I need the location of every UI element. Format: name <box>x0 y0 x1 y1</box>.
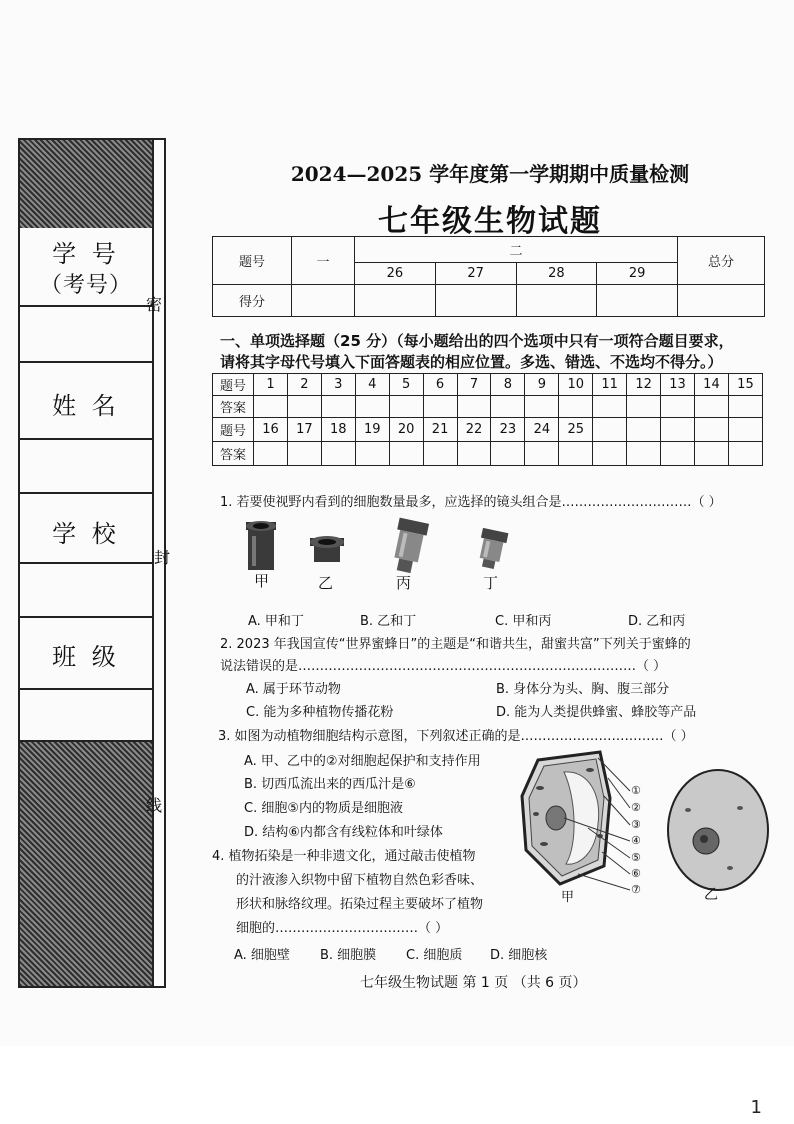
empty-cell <box>661 418 695 442</box>
lens-label-yi: 乙 <box>318 574 334 592</box>
answer-table <box>212 373 763 466</box>
question-number-cell: 14 <box>694 374 728 396</box>
answer-cell[interactable] <box>254 442 288 466</box>
question-number-cell: 17 <box>287 418 321 442</box>
cell-name-jia: 甲 <box>561 890 575 905</box>
question-number-cell: 25 <box>559 418 593 442</box>
answer-cell[interactable] <box>491 442 525 466</box>
question-4-line2: 的汁液渗入织物中留下植物自然色彩香味、 <box>236 873 484 888</box>
score-row-label: 得分 <box>213 285 292 317</box>
question-4-line4: 细胞的……………………………（ ） <box>236 921 449 936</box>
hatch-bottom <box>20 740 152 986</box>
answer-cell[interactable] <box>457 396 491 418</box>
question-4-line3: 形状和脉络纹理。拓染过程主要破坏了植物 <box>236 897 484 912</box>
question-number-cell: 21 <box>423 418 457 442</box>
answer-cell[interactable] <box>423 396 457 418</box>
page-margin <box>0 1046 794 1124</box>
question-number-cell: 7 <box>457 374 491 396</box>
exam-number-label: （考号） <box>39 273 132 298</box>
lens-yi <box>310 536 344 562</box>
cell-label-5: ⑤ <box>631 851 641 864</box>
cell-name-yi: 乙 <box>704 887 718 903</box>
question-4-line1: 4. 植物拓染是一种非遗文化，通过敲击使植物 <box>212 849 476 864</box>
answer-table-label: 答案 <box>213 442 254 466</box>
question-2-line1: 2. 2023 年我国宣传“世界蜜蜂日”的主题是“和谐共生，甜蜜共富”下列关于蜜蜂的 <box>220 637 691 652</box>
question-number-cell: 1 <box>254 374 288 396</box>
lens-bing <box>389 518 429 575</box>
score-table-total: 总分 <box>678 237 765 285</box>
student-id-label: 学 号 <box>52 240 120 268</box>
answer-cell[interactable] <box>423 442 457 466</box>
question-number-cell: 2 <box>287 374 321 396</box>
answer-cell[interactable] <box>559 396 593 418</box>
question-number-cell: 23 <box>491 418 525 442</box>
answer-cell[interactable] <box>254 396 288 418</box>
answer-cell[interactable] <box>728 396 762 418</box>
q2-option-c: C. 能为多种植物传播花粉 <box>246 705 394 720</box>
q1-option-b: B. 乙和丁 <box>360 614 417 629</box>
cell-label-2: ② <box>631 801 641 814</box>
score-table-section-2: 二 <box>355 237 678 263</box>
score-cell[interactable] <box>292 285 355 317</box>
question-number-cell: 22 <box>457 418 491 442</box>
lens-jia <box>246 521 276 570</box>
q1-option-d: D. 乙和丙 <box>628 614 686 629</box>
answer-cell[interactable] <box>491 396 525 418</box>
school-label: 学 校 <box>52 520 120 548</box>
score-table-q28: 28 <box>516 263 597 285</box>
empty-cell <box>694 418 728 442</box>
score-table-header: 题号 <box>213 237 292 285</box>
answer-cell[interactable] <box>694 442 728 466</box>
q2-option-b: B. 身体分为头、胸、腹三部分 <box>496 682 670 697</box>
answer-cell[interactable] <box>287 396 321 418</box>
answer-cell[interactable] <box>355 442 389 466</box>
score-cell[interactable] <box>678 285 765 317</box>
school-field[interactable] <box>20 562 152 616</box>
q4-option-d: D. 细胞核 <box>490 948 548 963</box>
section-1-instructions: 一、单项选择题（25 分）（每小题给出的四个选项中只有一项符合题目要求， <box>220 332 734 350</box>
question-number-cell: 16 <box>254 418 288 442</box>
question-number-cell: 20 <box>389 418 423 442</box>
seal-char-feng: 封 <box>154 548 171 567</box>
answer-table-label: 题号 <box>213 418 254 442</box>
answer-cell[interactable] <box>287 442 321 466</box>
answer-cell[interactable] <box>355 396 389 418</box>
score-table <box>212 236 765 317</box>
section-1-instructions-2: 请将其字母代号填入下面答题表的相应位置。多选、错选、不选均不得分。） <box>220 353 723 371</box>
score-cell[interactable] <box>355 285 436 317</box>
question-number-cell: 3 <box>321 374 355 396</box>
class-label: 班 级 <box>52 643 120 671</box>
answer-cell[interactable] <box>627 396 661 418</box>
score-cell[interactable] <box>597 285 678 317</box>
score-table-q26: 26 <box>355 263 436 285</box>
answer-cell[interactable] <box>593 396 627 418</box>
answer-cell[interactable] <box>694 396 728 418</box>
question-number-cell: 10 <box>559 374 593 396</box>
lens-label-ding: 丁 <box>483 574 499 592</box>
exam-subtitle: 七年级生物试题 <box>378 204 602 239</box>
answer-cell[interactable] <box>389 442 423 466</box>
cell-label-4: ④ <box>631 834 641 847</box>
cell-label-1: ① <box>631 784 641 797</box>
question-number-cell: 8 <box>491 374 525 396</box>
question-number-cell: 5 <box>389 374 423 396</box>
cell-label-3: ③ <box>631 818 641 831</box>
answer-cell[interactable] <box>661 442 695 466</box>
answer-cell[interactable] <box>457 442 491 466</box>
q4-option-c: C. 细胞质 <box>406 948 463 963</box>
empty-cell <box>593 418 627 442</box>
answer-table-label: 题号 <box>213 374 254 396</box>
page-footer: 七年级生物试题 第 1 页 （共 6 页） <box>360 975 587 991</box>
answer-table-label: 答案 <box>213 396 254 418</box>
student-id-field[interactable] <box>20 305 152 361</box>
lens-label-jia: 甲 <box>254 572 270 590</box>
cell-label-7: ⑦ <box>631 883 641 896</box>
question-number-cell: 9 <box>525 374 559 396</box>
answer-cell[interactable] <box>321 442 355 466</box>
score-cell[interactable] <box>516 285 597 317</box>
student-info-strip <box>18 138 154 988</box>
divider <box>20 361 152 363</box>
lens-images <box>236 516 516 578</box>
q3-option-a: A. 甲、乙中的②对细胞起保护和支持作用 <box>244 754 481 769</box>
empty-cell <box>627 418 661 442</box>
question-number-cell: 15 <box>728 374 762 396</box>
class-field[interactable] <box>20 688 152 740</box>
question-number-cell: 24 <box>525 418 559 442</box>
answer-cell[interactable] <box>627 442 661 466</box>
answer-cell[interactable] <box>559 442 593 466</box>
question-number-cell: 11 <box>593 374 627 396</box>
cell-diagram <box>518 748 774 900</box>
answer-cell[interactable] <box>389 396 423 418</box>
lens-ding <box>475 528 508 571</box>
q4-option-a: A. 细胞壁 <box>234 948 290 963</box>
divider <box>20 616 152 618</box>
page-number: 1 <box>750 1097 762 1118</box>
answer-cell[interactable] <box>525 442 559 466</box>
q2-option-d: D. 能为人类提供蜂蜜、蜂胶等产品 <box>496 705 697 720</box>
plant-cell <box>522 752 610 884</box>
name-field[interactable] <box>20 438 152 492</box>
answer-cell[interactable] <box>728 442 762 466</box>
score-table-q27: 27 <box>435 263 516 285</box>
question-number-cell: 13 <box>661 374 695 396</box>
animal-cell <box>668 770 768 890</box>
q3-option-d: D. 结构⑥内都含有线粒体和叶绿体 <box>244 825 443 840</box>
name-label: 姓 名 <box>52 392 120 420</box>
answer-cell[interactable] <box>661 396 695 418</box>
score-table-section-1: 一 <box>292 237 355 285</box>
q4-option-b: B. 细胞膜 <box>320 948 377 963</box>
question-number-cell: 19 <box>355 418 389 442</box>
empty-cell <box>728 418 762 442</box>
q3-option-c: C. 细胞⑤内的物质是细胞液 <box>244 801 403 816</box>
question-1: 1. 若要使视野内看到的细胞数量最多，应选择的镜头组合是…………………………（ ） <box>220 495 722 510</box>
question-3: 3. 如图为动植物细胞结构示意图，下列叙述正确的是……………………………（ ） <box>218 729 694 744</box>
seal-char-xian: 线 <box>146 796 163 815</box>
question-2-line2: 说法错误的是……………………………………………………………………（ ） <box>220 659 667 674</box>
question-number-cell: 12 <box>627 374 661 396</box>
cell-label-6: ⑥ <box>631 867 641 880</box>
exam-title: 2024—2025 学年度第一学期期中质量检测 <box>290 162 690 186</box>
answer-cell[interactable] <box>593 442 627 466</box>
question-number-cell: 18 <box>321 418 355 442</box>
question-number-cell: 4 <box>355 374 389 396</box>
q1-option-c: C. 甲和丙 <box>495 614 552 629</box>
lens-label-bing: 丙 <box>396 574 412 592</box>
hatch-top <box>20 140 152 228</box>
q3-option-b: B. 切西瓜流出来的西瓜汁是⑥ <box>244 777 416 792</box>
q1-option-a: A. 甲和丁 <box>248 614 304 629</box>
question-number-cell: 6 <box>423 374 457 396</box>
divider <box>20 492 152 494</box>
score-table-q29: 29 <box>597 263 678 285</box>
answer-cell[interactable] <box>525 396 559 418</box>
q2-option-a: A. 属于环节动物 <box>246 682 341 697</box>
score-cell[interactable] <box>435 285 516 317</box>
answer-cell[interactable] <box>321 396 355 418</box>
seal-char-mi: 密 <box>146 295 163 314</box>
